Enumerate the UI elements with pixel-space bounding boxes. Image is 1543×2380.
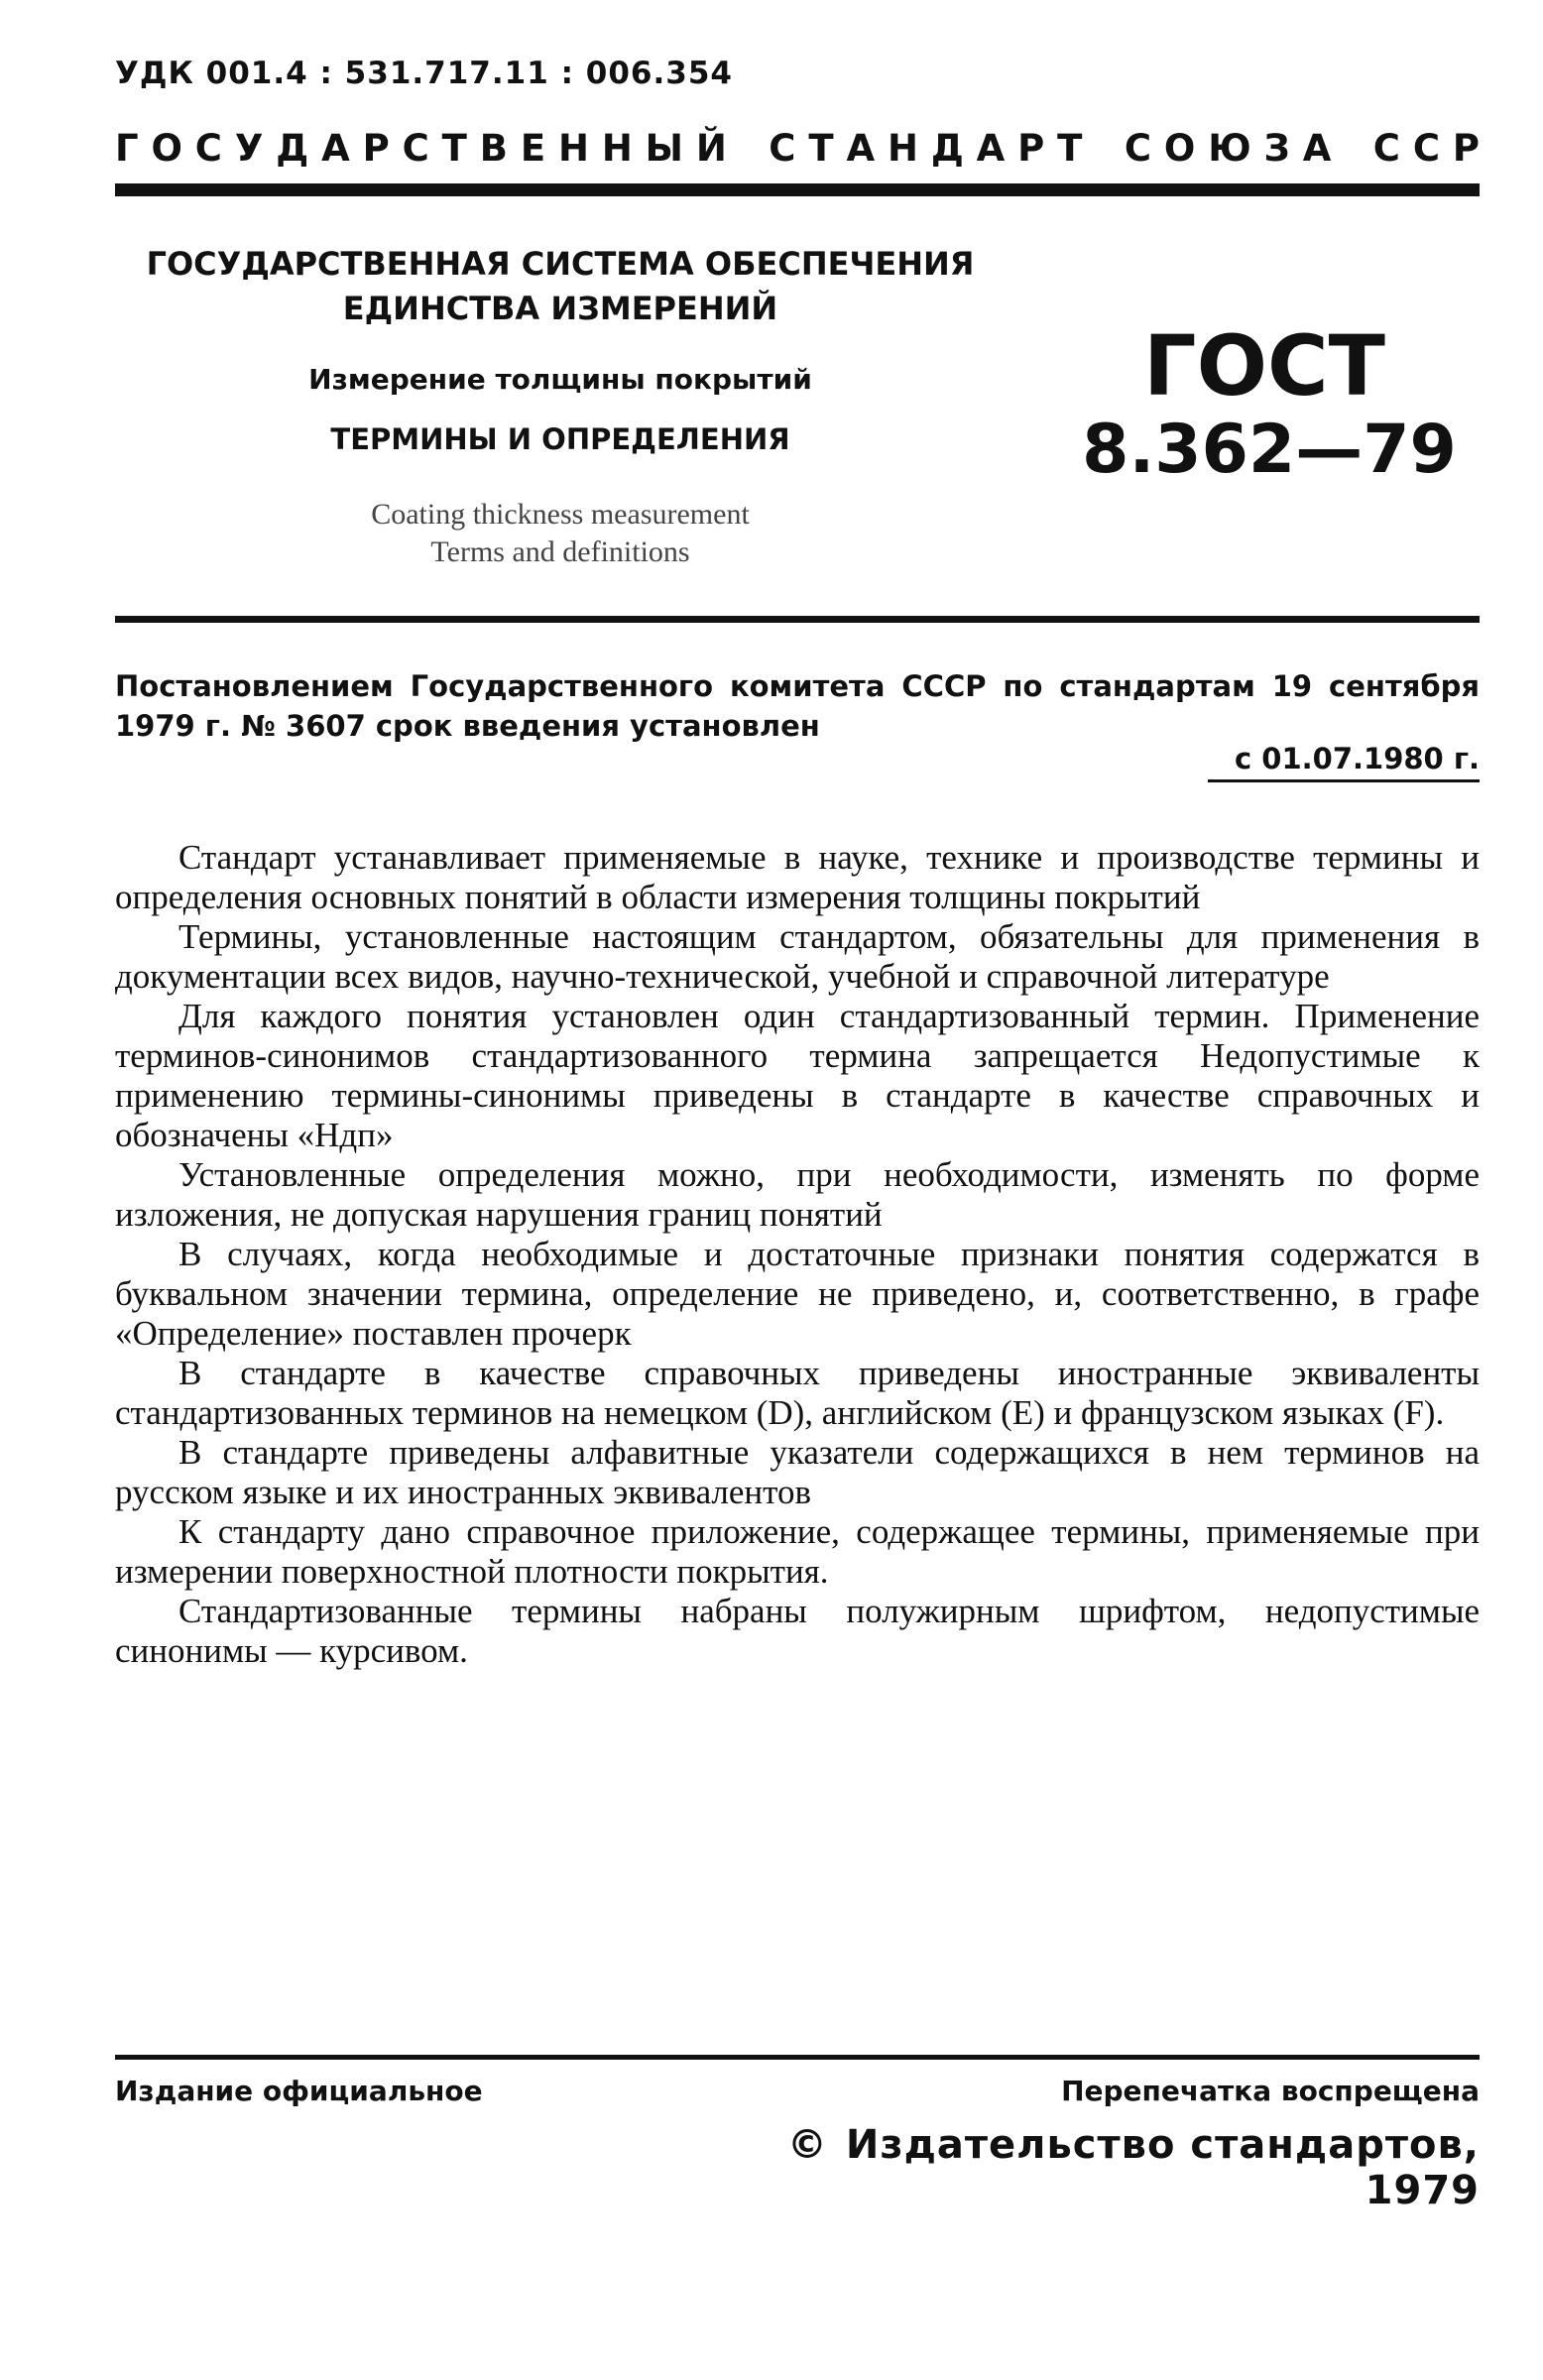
reprint-notice: Перепечатка воспрещена xyxy=(1061,2075,1480,2107)
udc-code: УДК 001.4 : 531.717.11 : 006.354 xyxy=(115,56,733,91)
standard-header xyxy=(115,127,1480,170)
copyright-icon: © xyxy=(786,2122,828,2168)
paragraph: В стандарте в качестве справочных приведены иностранные эквиваленты стандартизованных терминов на немецком (D), английском (E) и французском языках (F). xyxy=(115,1354,1480,1432)
system-title: ГОСУДАРСТВЕННАЯ СИСТЕМА ОБЕСПЕЧЕНИЯ ЕДИНСТВА ИЗМЕРЕНИЙ xyxy=(146,245,975,327)
paragraph: К стандарту дано справочное приложение, содержащее термины, применяемые при измерении поверхностной плотности покрытия. xyxy=(115,1512,1480,1591)
header-word-3: С О Ю З А xyxy=(1124,127,1332,170)
footer-rule xyxy=(115,2055,1480,2060)
copyright-text: Издательство стандартов, 1979 xyxy=(845,2122,1480,2213)
effective-date-rule xyxy=(1208,779,1480,782)
decree-text: Постановлением Государственного комитета СССР по стандартам 19 сентября 1979 г. № 3607 срок введения установлен xyxy=(115,669,1480,743)
paragraph: Стандарт устанавливает применяемые в науке, технике и производстве термины и определения основных понятий в области измерения толщины покрытий xyxy=(115,838,1480,916)
paragraph: Термины, установленные настоящим стандартом, обязательны для применения в документации всех видов, научно-технической, учебной и справочной литературе xyxy=(115,917,1480,996)
paragraph: Установленные определения можно, при необходимости, изменять по форме изложения, не допуская нарушения границ понятий xyxy=(115,1155,1480,1234)
header-rule xyxy=(115,183,1480,196)
paragraph: Стандартизованные термины набраны полужирным шрифтом, недопустимые синонимы — курсивом. xyxy=(115,1592,1480,1670)
english-title-line-2: Terms and definitions xyxy=(430,536,690,568)
gost-label: ГОСТ xyxy=(1143,317,1385,415)
subject-title: Измерение толщины покрытий xyxy=(308,363,812,396)
paragraph: Для каждого понятия установлен один стандартизованный термин. Применение терминов-синонимов стандартизованного термина запрещается Недопустимые к применению термины-синонимы приведены в стандарте в качестве справочных и обозначены «Ндп» xyxy=(115,997,1480,1154)
terms-title: ТЕРМИНЫ И ОПРЕДЕЛЕНИЯ xyxy=(330,422,790,456)
paragraph: В стандарте приведены алфавитные указатели содержащихся в нем терминов на русском языке и их иностранных эквивалентов xyxy=(115,1433,1480,1511)
english-title xyxy=(129,496,992,571)
header-word-4: С С Р xyxy=(1372,127,1480,170)
effective-date: с 01.07.1980 г. xyxy=(1234,742,1480,775)
english-title-line-1: Coating thickness measurement xyxy=(371,498,750,531)
edition-label: Издание официальное xyxy=(115,2075,483,2107)
copyright xyxy=(754,2122,1480,2213)
header-word-1: Г О С У Д А Р С Т В Е Н Н Ы Й xyxy=(115,127,727,170)
paragraph: В случаях, когда необходимые и достаточные признаки понятия содержатся в буквальном значении термина, определение не приведено, и, соответственно, в графе «Определение» поставлен прочерк xyxy=(115,1235,1480,1353)
body-text xyxy=(115,838,1480,1671)
header-word-2: С Т А Н Д А Р Т xyxy=(769,127,1083,170)
gost-number: 8.362—79 xyxy=(1082,411,1457,489)
section-rule xyxy=(115,616,1480,623)
